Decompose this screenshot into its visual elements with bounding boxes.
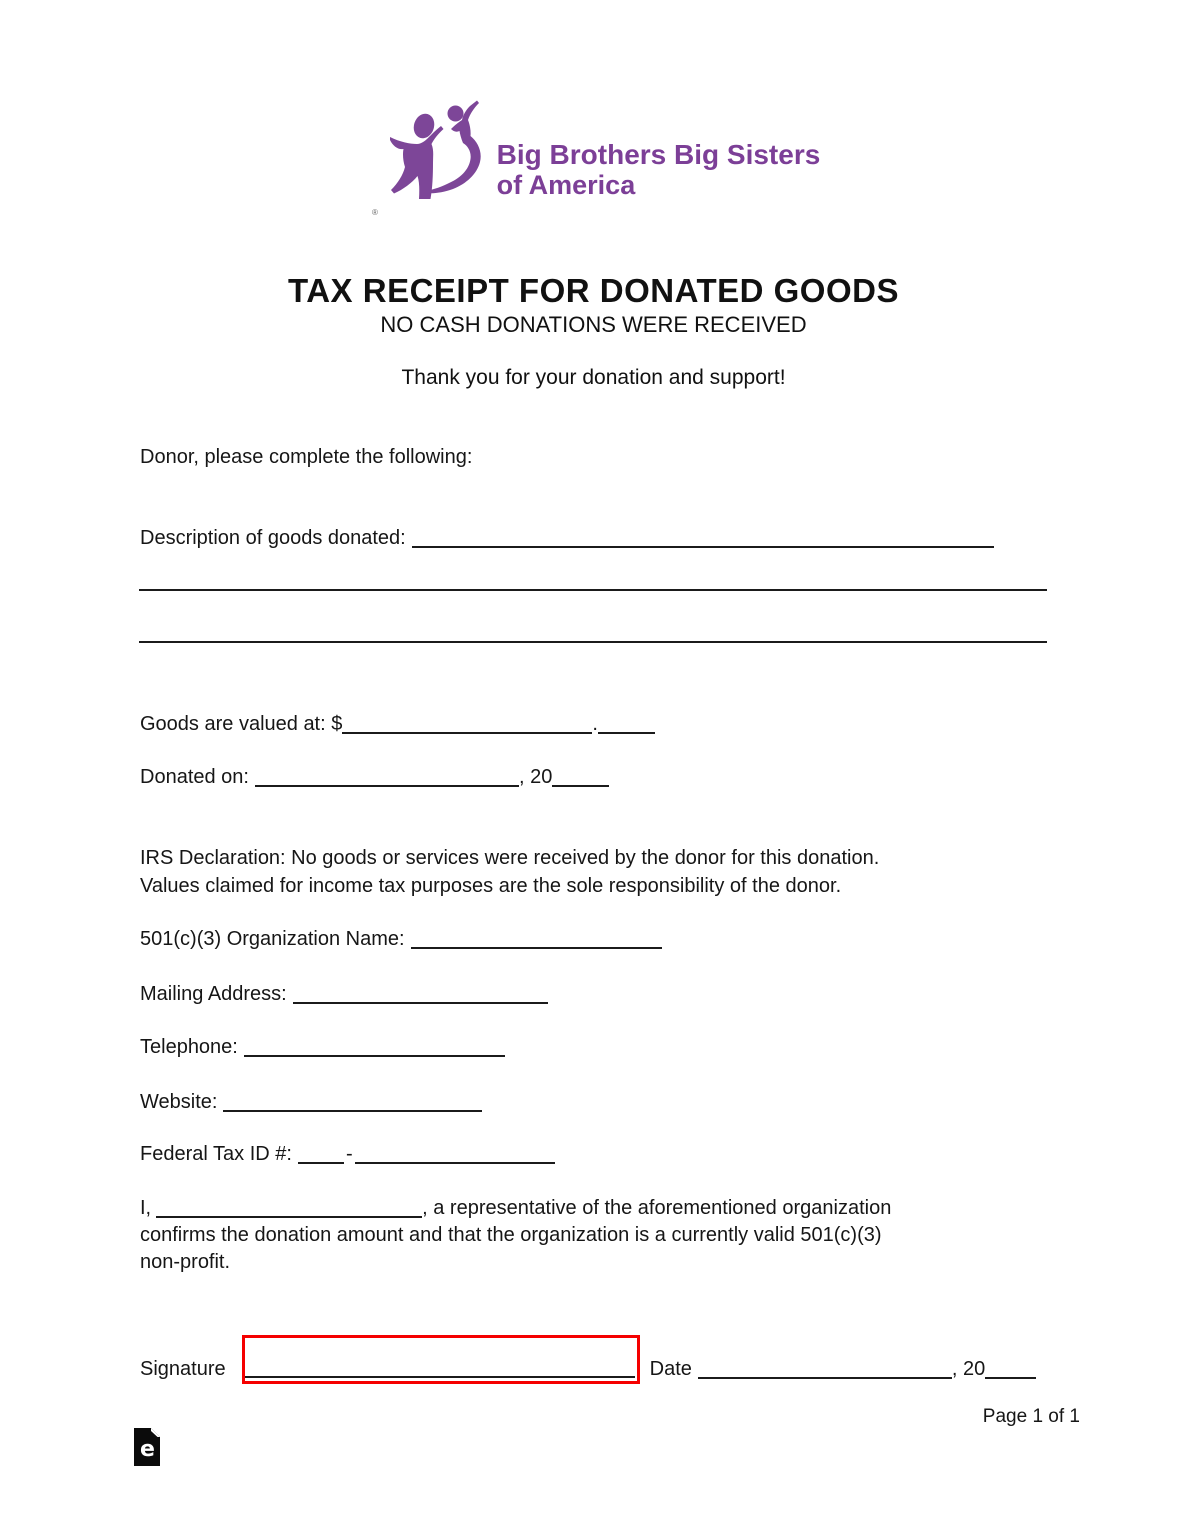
org-name-label: 501(c)(3) Organization Name: — [140, 928, 405, 950]
description-blank-line — [412, 541, 994, 548]
org-name-line1: Big Brothers Big Sisters — [496, 139, 821, 170]
org-logo-text — [497, 93, 821, 218]
federal-tax-id-row — [140, 1143, 555, 1166]
goods-value-dollars-blank — [342, 727, 592, 734]
goods-value-row — [140, 713, 655, 736]
description-label: Description of goods donated: — [140, 527, 406, 549]
donor-instruction: Donor, please complete the following: — [140, 446, 473, 468]
description-blank-line-2 — [139, 584, 1047, 591]
org-name-row — [140, 928, 662, 951]
org-name-line2: of America — [496, 170, 636, 201]
irs-declaration-line-2: Values claimed for income tax purposes are the sole responsibility of the donor. — [140, 874, 842, 897]
donated-on-label: Donated on: — [140, 766, 249, 788]
representative-paragraph — [140, 1195, 1040, 1276]
federal-tax-id-label: Federal Tax ID #: — [140, 1143, 292, 1165]
document-title: TAX RECEIPT FOR DONATED GOODS — [288, 272, 899, 309]
irs-declaration-line-1: IRS Declaration: No goods or services were received by the donor for this donation. — [140, 847, 880, 869]
donated-on-row — [140, 766, 609, 789]
signature-field-box[interactable] — [242, 1335, 640, 1384]
federal-tax-id-prefix-blank — [298, 1157, 344, 1164]
goods-value-decimal-point: . — [592, 713, 598, 735]
mailing-address-blank — [293, 997, 548, 1004]
thank-you-line: Thank you for your donation and support! — [401, 366, 786, 389]
page-indicator: Page 1 of 1 — [982, 1406, 1080, 1427]
date-year-prefix: , 20 — [951, 1358, 986, 1380]
registered-trademark-symbol: ® — [371, 208, 378, 217]
goods-value-cents-blank — [598, 727, 655, 734]
website-blank — [223, 1105, 482, 1112]
representative-line-2: confirms the donation amount and that the organization is a currently valid 501(c)(3) — [140, 1224, 882, 1246]
svg-text:e: e — [140, 1437, 155, 1462]
bbbs-figures-icon — [367, 93, 487, 218]
mailing-address-label: Mailing Address: — [140, 983, 287, 1005]
telephone-blank — [244, 1050, 505, 1057]
mailing-address-row — [140, 983, 548, 1006]
representative-name-blank — [156, 1211, 422, 1218]
website-label: Website: — [140, 1091, 218, 1113]
representative-line-1 — [140, 1195, 1040, 1222]
donated-on-year-prefix: , 20 — [518, 766, 553, 788]
date-label: Date — [649, 1358, 692, 1380]
date-year-blank — [985, 1372, 1036, 1379]
signature-row — [140, 1326, 1036, 1381]
description-continuation-row-2 — [140, 632, 1047, 639]
signature-label: Signature — [140, 1358, 226, 1380]
federal-tax-id-separator: - — [345, 1143, 353, 1165]
irs-declaration-paragraph — [140, 845, 1040, 900]
eforms-logo-icon — [133, 1427, 161, 1467]
donated-on-date-blank — [255, 780, 519, 787]
representative-line-3: non-profit. — [140, 1251, 231, 1273]
donated-on-year-blank — [552, 780, 609, 787]
description-continuation-row-1 — [140, 580, 1047, 587]
org-name-blank — [411, 942, 662, 949]
description-blank-line-3 — [139, 636, 1047, 643]
goods-value-label: Goods are valued at: $ — [140, 713, 343, 735]
org-logo — [0, 93, 1187, 218]
document-subtitle: NO CASH DONATIONS WERE RECEIVED — [380, 312, 807, 337]
representative-line1-suffix: , a representative of the aforementioned organization — [422, 1197, 892, 1219]
telephone-label: Telephone: — [140, 1036, 238, 1058]
representative-prefix: I, — [140, 1197, 152, 1219]
telephone-row — [140, 1036, 505, 1059]
description-row — [140, 527, 994, 550]
date-blank — [698, 1372, 952, 1379]
website-row — [140, 1091, 482, 1114]
federal-tax-id-suffix-blank — [355, 1157, 555, 1164]
signature-blank-line — [245, 1376, 635, 1378]
